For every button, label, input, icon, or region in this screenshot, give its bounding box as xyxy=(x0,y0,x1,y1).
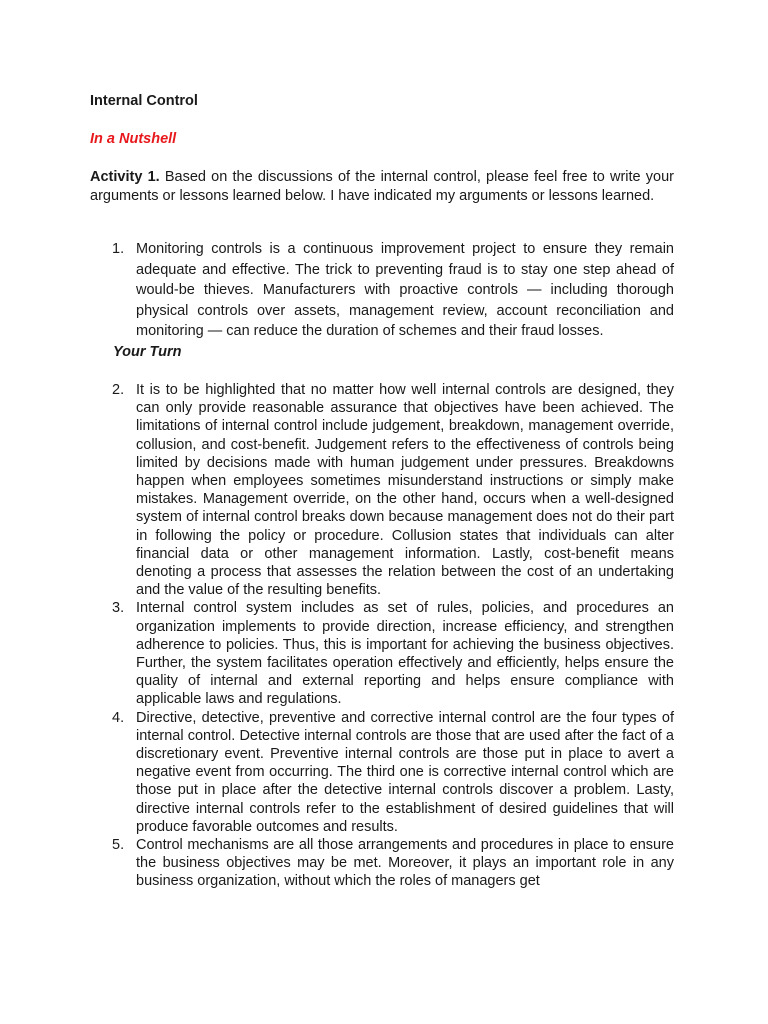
list-item-number: 3. xyxy=(112,600,125,617)
document-title: Internal Control xyxy=(90,93,198,109)
list-item xyxy=(90,709,674,836)
activity-paragraph xyxy=(90,168,674,205)
list-item-text: Directive, detective, preventive and corrective internal control are the four types of internal control. Detective internal controls are those that are used after the fact of a discretionary event. Preventive internal controls are those put in place to avert a negative event from occurring. The third one is corrective internal control which are those put in place after the detective internal controls discover a problem. Lasty, directive internal controls refer to the establishment of desired guidelines that will produce favorable outcomes and results. xyxy=(136,709,674,835)
list-item-number: 4. xyxy=(112,709,125,726)
list-item xyxy=(90,836,674,891)
section-subtitle: In a Nutshell xyxy=(90,131,177,147)
activity-label: Activity 1. xyxy=(90,169,160,185)
list-item-text: Internal control system includes as set of rules, policies, and procedures an organization implements to provide direction, increase efficiency, and strengthen adherence to policies. Thus, this is important for achieving the business objectives. Further, the system facilitates operation effectively and efficiently, helps ensure the quality of internal and external reporting and helps ensure compliance with applicable laws and regulations. xyxy=(136,600,674,708)
list-item-text: Control mechanisms are all those arrangements and procedures in place to ensure the business objectives may be met. Moreover, it plays an important role in any business organization, without which the roles of managers get xyxy=(136,837,674,890)
list-item xyxy=(90,381,674,599)
lessons-list-first xyxy=(90,239,674,342)
lessons-list-second xyxy=(90,381,674,891)
list-item-number: 5. xyxy=(112,837,125,854)
list-item xyxy=(90,239,674,342)
list-item-number: 2. xyxy=(112,382,125,398)
list-item xyxy=(90,599,674,708)
list-item-text: Monitoring controls is a continuous improvement project to ensure they remain adequate and effective. The trick to preventing fraud is to stay one step ahead of would-be thieves. Manufacturers with proactive controls — including thorough physical controls over assets, management review, account reconciliation and monitoring — can reduce the duration of schemes and their fraud losses. xyxy=(136,241,674,339)
list-item-number: 1. xyxy=(112,241,125,257)
list-item-text: It is to be highlighted that no matter how well internal controls are designed, they can only provide reasonable assurance that objectives have been achieved. The limitations of internal control include judgement, breakdown, management override, collusion, and cost-benefit. Judgement refers to the effectiveness of controls being limited by decisions made with human judgement under pressures. Breakdowns happen when employees sometimes misunderstand instructions or simply make mistakes. Management override, on the other hand, occurs when a well-designed system of internal control breaks down because management does not do their part in following the policy or procedure. Collusion states that individuals can alter financial data or other management information. Lastly, cost-benefit means denoting a process that assesses the relation between the cost of an undertaking and the value of the resulting benefits. xyxy=(136,382,674,599)
activity-text: Based on the discussions of the internal control, please feel free to write your arguments or lessons learned below. I have indicated my arguments or lessons learned. xyxy=(90,169,675,204)
your-turn-heading: Your Turn xyxy=(113,344,182,360)
